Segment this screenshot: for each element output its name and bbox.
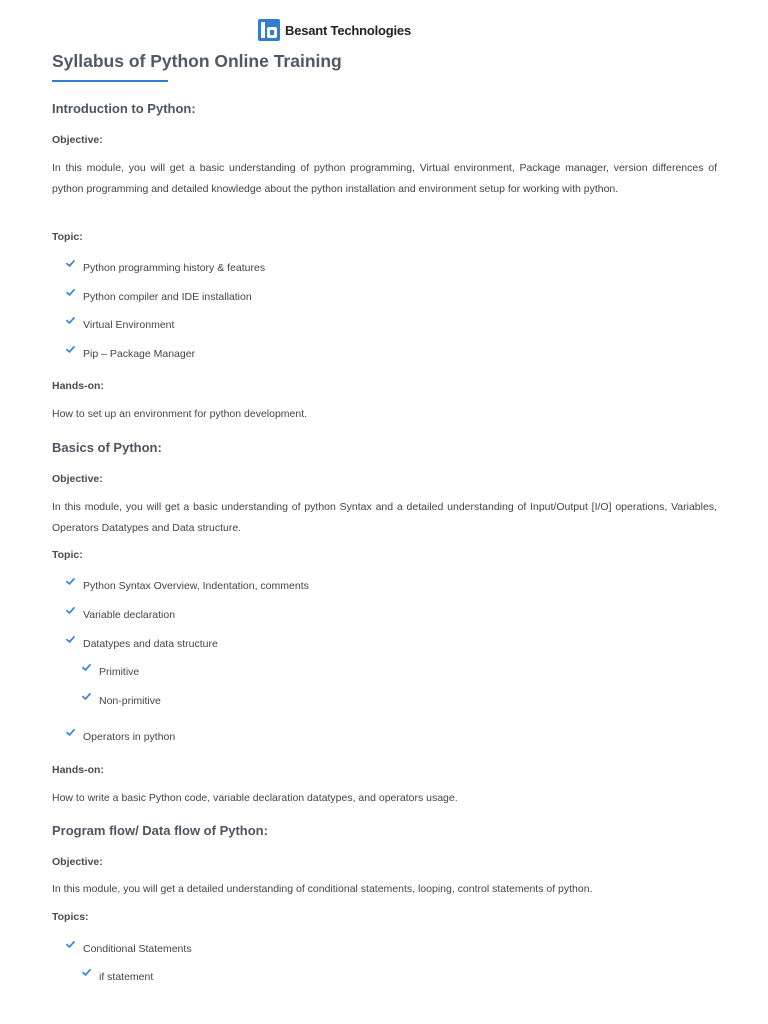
topic-item: Python compiler and IDE installation [83, 291, 252, 303]
section-heading: Introduction to Python: [52, 101, 196, 116]
topic-label: Topics: [52, 911, 89, 923]
checkmark-icon [82, 693, 91, 700]
checkmark-icon [66, 289, 75, 296]
topic-subitem: Non-primitive [99, 695, 161, 707]
list-item [66, 731, 175, 743]
list-item [66, 319, 174, 331]
section-heading: Program flow/ Data flow of Python: [52, 823, 268, 838]
topic-item: Datatypes and data structure [83, 638, 218, 650]
handson-label: Hands-on: [52, 380, 104, 392]
checkmark-icon [66, 317, 75, 324]
objective-label: Objective: [52, 134, 103, 146]
list-item [66, 262, 265, 274]
handson-text: How to set up an environment for python development. [52, 408, 308, 420]
topic-label: Topic: [52, 231, 83, 243]
list-item [66, 638, 218, 650]
checkmark-icon [66, 578, 75, 585]
page-title: Syllabus of Python Online Training [52, 51, 342, 71]
checkmark-icon [82, 664, 91, 671]
topic-item: Variable declaration [83, 609, 176, 621]
topic-item: Pip – Package Manager [83, 348, 196, 360]
list-item [66, 609, 175, 621]
checkmark-icon [66, 729, 75, 736]
topic-item: Operators in python [83, 731, 176, 743]
section-heading: Basics of Python: [52, 440, 162, 455]
list-item [66, 291, 252, 303]
checkmark-icon [66, 607, 75, 614]
objective-text: In this module, you will get a detailed understanding of conditional statements, looping, control statements of python. [52, 883, 593, 895]
objective-text: In this module, you will get a basic understanding of python programming, Virtual environment, Package manager, version differences of python programming and detailed knowledge about the python installation and environment setup for working with python. [52, 162, 717, 195]
list-item [66, 580, 309, 592]
sub-list-item [82, 971, 153, 983]
checkmark-icon [66, 941, 75, 948]
checkmark-icon [66, 346, 75, 353]
topic-item: Python programming history & features [83, 262, 266, 274]
topic-subitem: if statement [99, 971, 154, 983]
topic-subitem: Primitive [99, 666, 140, 678]
list-item [66, 348, 195, 360]
brand-name: Besant Technologies [285, 22, 411, 38]
sub-list-item [82, 666, 139, 678]
objective-text: In this module, you will get a basic understanding of python Syntax and a detailed understanding of Input/Output [I/O] operations, Variables, Operators Datatypes and Data structure. [52, 501, 717, 534]
topic-item: Virtual Environment [83, 319, 175, 331]
brand-logo [258, 19, 411, 41]
checkmark-icon [82, 969, 91, 976]
topic-item: Python Syntax Overview, Indentation, comments [83, 580, 309, 592]
topic-label: Topic: [52, 549, 83, 561]
objective-label: Objective: [52, 856, 103, 868]
sub-list-item [82, 695, 161, 707]
checkmark-icon [66, 636, 75, 643]
list-item [66, 943, 192, 955]
besant-logo-icon [258, 19, 280, 41]
topic-item: Conditional Statements [83, 943, 192, 955]
handson-text: How to write a basic Python code, variable declaration datatypes, and operators usage. [52, 792, 458, 804]
handson-label: Hands-on: [52, 764, 104, 776]
objective-label: Objective: [52, 473, 103, 485]
title-underline [52, 80, 168, 82]
checkmark-icon [66, 260, 75, 267]
